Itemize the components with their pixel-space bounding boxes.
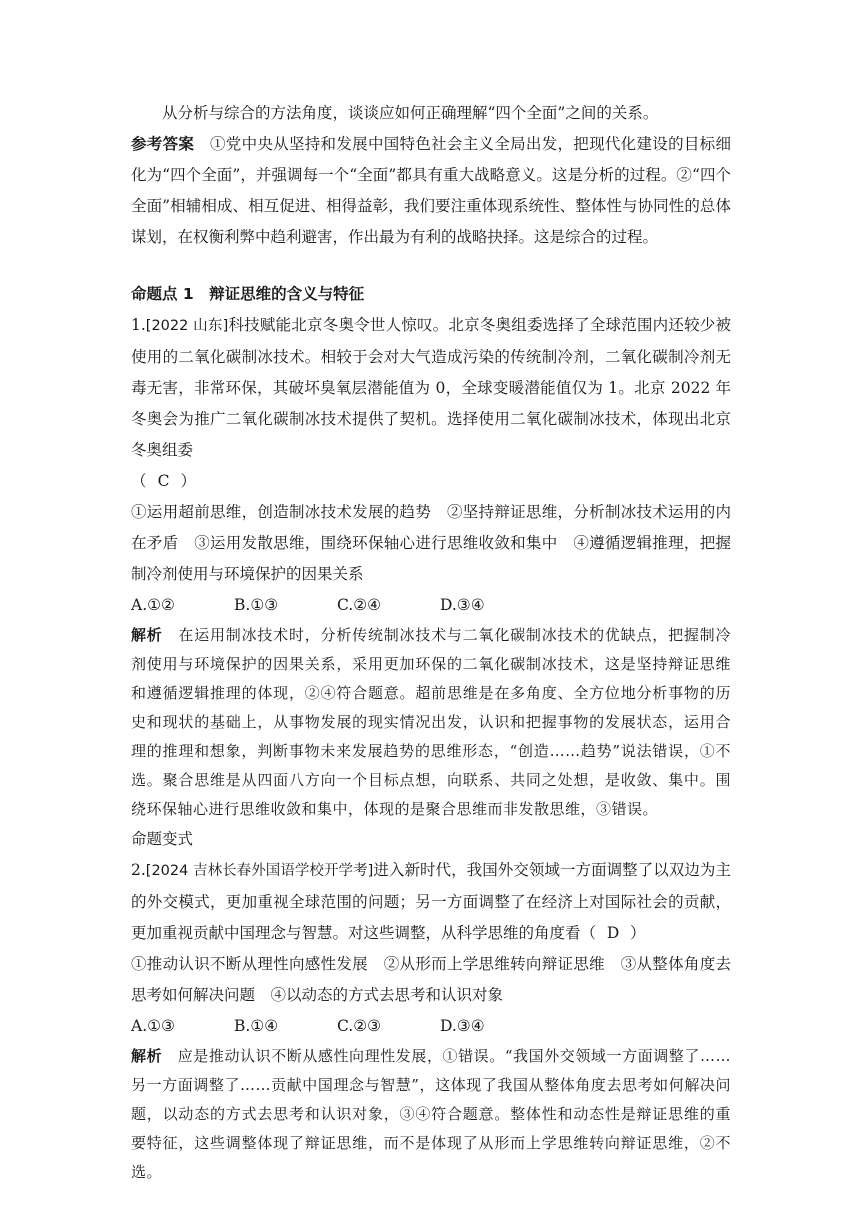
- question-2-options: [131, 1011, 731, 1042]
- intro-answer: [131, 129, 731, 253]
- question-1-answer: C: [157, 472, 170, 490]
- question-2-statements: ①推动认识不断从理性向感性发展 ②从形而上学思维转向辩证思维 ③从整体角度去思考如何解决问题 ④以动态的方式去思考和认识对象: [131, 955, 731, 1004]
- variant-label: 命题变式: [131, 830, 194, 848]
- question-2-stem: 2.[2024 吉林长春外国语学校开学考]进入新时代，我国外交领域一方面调整了以双边为主的外交模式，更加重视全球范围的问题；另一方面调整了在经济上对国际社会的贡献，更加重视贡献中国理念与智慧。对这些调整，从科学思维的角度看（ D ）: [131, 855, 731, 949]
- question-1-analysis: 解析 在运用制冰技术时，分析传统制冰技术与二氧化碳制冰技术的优缺点，把握制冷剂使用与环境保护的因果关系，采用更加环保的二氧化碳制冰技术，这是坚持辩证思维和遵循逻辑推理的体现，②④符合题意。超前思维是在多角度、全方位地分析事物的历史和现状的基础上，从事物发展的现实情况出发，认识和把握事物的发展状态，运用合理的推理和想象，判断事物未来发展趋势的思维形态，“创造……趋势”说法错误，①不选。聚合思维是从四面八方向一个目标点想，向联系、共同之处想，是收敛、集中。围绕环保轴心进行思维收敛和集中，体现的是聚合思维而非发散思维，③错误。: [131, 626, 731, 818]
- answer-text: ①党中央从坚持和发展中国特色社会主义全局出发，把现代化建设的目标细化为“四个全面”，并强调每一个“全面”都具有重大战略意义。这是分析的过程。②“四个全面”相辅相成、相互促进、相得益彰，我们要注重体现系统性、整体性与协同性的总体谋划，在权衡利弊中趋利避害，作出最为有利的战略抉择。这是综合的过程。: [131, 135, 731, 246]
- question-1-source: [2022 山东]: [145, 318, 229, 334]
- page-content: [131, 98, 731, 1187]
- option-c: C.②③: [337, 1017, 382, 1035]
- option-c: C.②④: [337, 596, 382, 614]
- answer-label: 参考答案: [131, 135, 195, 153]
- option-a: A.①③: [131, 1017, 175, 1035]
- option-b: B.①④: [234, 1017, 279, 1035]
- question-1-stem: 1.[2022 山东]科技赋能北京冬奥令世人惊叹。北京冬奥组委选择了全球范围内还较少被使用的二氧化碳制冰技术。相较于会对大气造成污染的传统制冷剂，二氧化碳制冷剂无毒无害，非常环保，其破坏臭氧层潜能值为 0，全球变暖潜能值仅为 1。北京 2022 年冬奥会为推广二氧化碳制冰技术提供了契机。选择使用二氧化碳制冰技术，体现出北京冬奥组委 （ C ）: [131, 310, 731, 497]
- analysis-label: 解析: [131, 626, 163, 644]
- question-1-statements: ①运用超前思维，创造制冰技术发展的趋势 ②坚持辩证思维，分析制冰技术运用的内在矛盾 ③运用发散思维，围绕环保轴心进行思维收敛和集中 ④遵循逻辑推理，把握制冷剂使用与环境保护的因果关系: [131, 503, 731, 583]
- question-2-answer: D: [606, 924, 620, 942]
- analysis-label: 解析: [131, 1047, 163, 1065]
- option-a: A.①②: [131, 596, 175, 614]
- question-1-options: [131, 590, 731, 621]
- question-2-source: [2024 吉林长春外国语学校开学考]: [145, 863, 374, 879]
- question-2-analysis: 解析 应是推动认识不断从感性向理性发展，①错误。“我国外交领域一方面调整了……另一方面调整了……贡献中国理念与智慧”，这体现了我国从整体角度去思考如何解决问题，以动态的方式去思考和认识对象，③④符合题意。整体性和动态性是辩证思维的重要特征，这些调整体现了辩证思维，而不是体现了从形而上学思维转向辩证思维，②不选。: [131, 1047, 731, 1181]
- option-d: D.③④: [440, 596, 485, 614]
- option-b: B.①③: [234, 596, 279, 614]
- intro-question: 从分析与综合的方法角度，谈谈应如何正确理解“四个全面”之间的关系。: [162, 104, 659, 122]
- option-d: D.③④: [440, 1017, 485, 1035]
- section-heading: 命题点 1 辩证思维的含义与特征: [131, 285, 365, 303]
